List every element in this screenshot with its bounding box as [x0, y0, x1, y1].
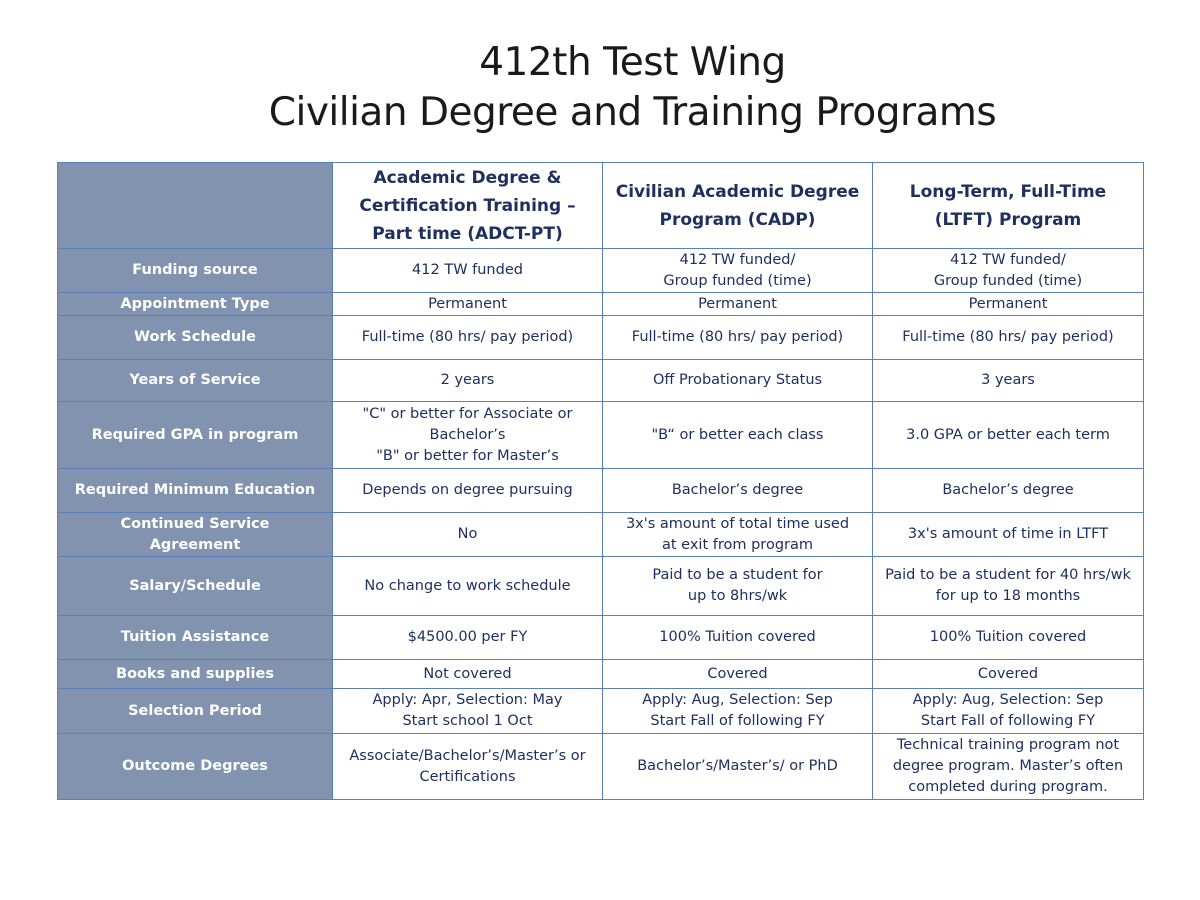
row-label-salary-schedule: [58, 557, 333, 616]
table-cell: [603, 316, 873, 360]
table-cell: [333, 734, 603, 800]
table-cell: [603, 360, 873, 402]
table-cell: [873, 360, 1144, 402]
header-text: Civilian Academic Degree: [615, 181, 860, 202]
cell-text: Start Fall of following FY: [920, 713, 1096, 729]
cell-text: at exit from program: [662, 536, 813, 553]
table-cell: [333, 249, 603, 293]
table-cell: [603, 689, 873, 734]
table-cell: [873, 513, 1144, 557]
cell-text: Not covered: [423, 665, 512, 682]
row-label-text: Required Minimum Education: [74, 482, 316, 498]
row-label-funding-source: [58, 249, 333, 293]
header-text: Program (CADP): [659, 209, 816, 230]
table-row: [58, 402, 1144, 469]
cell-text: $4500.00 per FY: [407, 629, 528, 645]
cell-text: Covered: [977, 665, 1039, 682]
header-text: Long-Term, Full-Time: [909, 181, 1107, 202]
programs-table: [57, 162, 1144, 800]
cell-text: Start school 1 Oct: [402, 713, 533, 729]
table-cell: [333, 469, 603, 513]
table-cell: [873, 293, 1144, 316]
table-cell: [603, 469, 873, 513]
row-label-text: Books and supplies: [116, 665, 274, 682]
table-cell: [873, 402, 1144, 469]
table-cell: [333, 360, 603, 402]
cell-text: No: [457, 526, 478, 542]
header-text: Part time (ADCT-PT): [372, 223, 563, 244]
table-row: [58, 689, 1144, 734]
cell-text: 412 TW funded/: [679, 251, 796, 268]
row-label-text: Salary/Schedule: [129, 577, 261, 594]
cell-text: Bachelor’s degree: [942, 482, 1074, 498]
table-cell: [603, 249, 873, 293]
cell-text: 3.0 GPA or better each term: [906, 426, 1110, 443]
header-text: (LTFT) Program: [934, 209, 1082, 230]
cell-text: 412 TW funded/: [950, 251, 1066, 268]
cell-text: Bachelor’s/Master’s/ or PhD: [637, 758, 838, 774]
row-label-continued-service-agreement: [58, 513, 333, 557]
cell-text: for up to 18 months: [935, 588, 1081, 604]
cell-text: Permanent: [698, 295, 777, 312]
header-row: [58, 163, 1144, 249]
cell-text: Apply: Apr, Selection: May: [372, 692, 563, 708]
column-header-cadp: [603, 163, 873, 249]
row-label-required-gpa: [58, 402, 333, 469]
cell-text: Full-time (80 hrs/ pay period): [631, 329, 844, 345]
title-line-1: 412th Test Wing: [479, 40, 786, 85]
row-label-text: Work Schedule: [134, 329, 256, 345]
row-label-tuition-assistance: [58, 616, 333, 660]
cell-text: Associate/Bachelor’s/Master’s or: [349, 747, 586, 764]
cell-text: Bachelor’s: [429, 426, 506, 443]
table-cell: [333, 616, 603, 660]
cell-text: Bachelor’s degree: [671, 482, 804, 498]
table-cell: [873, 660, 1144, 689]
column-header-adct-pt: [333, 163, 603, 249]
cell-text: Technical training program not: [896, 737, 1120, 753]
table-row: [58, 469, 1144, 513]
cell-text: Paid to be a student for: [652, 567, 823, 583]
header-text: Academic Degree &: [373, 167, 562, 188]
table-cell: [873, 557, 1144, 616]
table-row: [58, 316, 1144, 360]
row-label-outcome-degrees: [58, 734, 333, 800]
cell-text: degree program. Master’s often: [892, 758, 1124, 774]
slide-title: [0, 38, 1200, 138]
row-label-books-and-supplies: [58, 660, 333, 689]
table-cell: [603, 513, 873, 557]
table-row: [58, 616, 1144, 660]
cell-text: Start Fall of following FY: [650, 713, 825, 729]
table-cell: [333, 557, 603, 616]
table-cell: [873, 249, 1144, 293]
cell-text: No change to work schedule: [364, 577, 571, 594]
corner-cell: [58, 163, 333, 249]
table-cell: [333, 513, 603, 557]
cell-text: Permanent: [428, 295, 507, 312]
table-cell: [873, 469, 1144, 513]
table-cell: [873, 616, 1144, 660]
cell-text: 100% Tuition covered: [659, 629, 816, 645]
cell-text: Paid to be a student for 40 hrs/wk: [885, 567, 1131, 583]
cell-text: "C" or better for Associate or: [362, 405, 573, 422]
cell-text: 2 years: [440, 372, 495, 388]
table-cell: [603, 402, 873, 469]
cell-text: Full-time (80 hrs/ pay period): [361, 329, 574, 345]
cell-text: 100% Tuition covered: [929, 629, 1087, 645]
cell-text: completed during program.: [908, 779, 1108, 795]
row-label-required-minimum-education: [58, 469, 333, 513]
table-cell: [333, 402, 603, 469]
cell-text: up to 8hrs/wk: [687, 588, 788, 604]
row-label-text: Outcome Degrees: [122, 758, 268, 774]
table-cell: [333, 660, 603, 689]
row-label-work-schedule: [58, 316, 333, 360]
row-label-text: Continued Service: [120, 515, 270, 532]
table-cell: [333, 689, 603, 734]
row-label-text: Selection Period: [128, 702, 262, 719]
row-label-text: Appointment Type: [120, 295, 270, 312]
row-label-text: Funding source: [132, 262, 258, 278]
cell-text: Depends on degree pursuing: [362, 482, 573, 498]
table-cell: [603, 734, 873, 800]
table-row: [58, 734, 1144, 800]
cell-text: Permanent: [968, 295, 1048, 312]
title-line-2: Civilian Degree and Training Programs: [268, 90, 997, 135]
row-label-text: Agreement: [149, 536, 241, 553]
cell-text: 3x's amount of total time used: [625, 515, 850, 532]
cell-text: Off Probationary Status: [652, 372, 823, 388]
table-cell: [603, 616, 873, 660]
cell-text: "B" or better for Master’s: [376, 447, 559, 464]
row-label-text: Years of Service: [129, 372, 261, 388]
cell-text: 3 years: [981, 372, 1035, 388]
table-row: [58, 249, 1144, 293]
column-header-ltft: [873, 163, 1144, 249]
row-label-text: Tuition Assistance: [120, 629, 270, 645]
row-label-selection-period: [58, 689, 333, 734]
cell-text: Certifications: [419, 768, 516, 785]
cell-text: Group funded (time): [663, 272, 812, 289]
header-text: Certification Training –: [359, 195, 576, 216]
table-row: [58, 660, 1144, 689]
cell-text: Full-time (80 hrs/ pay period): [902, 329, 1114, 345]
cell-text: "B“ or better each class: [651, 426, 824, 443]
cell-text: Apply: Aug, Selection: Sep: [912, 692, 1104, 708]
table-cell: [603, 660, 873, 689]
table-row: [58, 360, 1144, 402]
cell-text: 3x's amount of time in LTFT: [907, 526, 1109, 542]
table-cell: [603, 293, 873, 316]
cell-text: Group funded (time): [933, 272, 1083, 289]
table-cell: [333, 293, 603, 316]
table-row: [58, 513, 1144, 557]
row-label-text: Required GPA in program: [91, 426, 299, 443]
table-cell: [333, 316, 603, 360]
table-cell: [873, 734, 1144, 800]
table-row: [58, 293, 1144, 316]
row-label-years-of-service: [58, 360, 333, 402]
cell-text: Covered: [707, 665, 768, 682]
table-cell: [873, 316, 1144, 360]
row-label-appointment-type: [58, 293, 333, 316]
table-cell: [873, 689, 1144, 734]
table-cell: [603, 557, 873, 616]
cell-text: Apply: Aug, Selection: Sep: [642, 692, 833, 708]
cell-text: 412 TW funded: [412, 262, 523, 278]
table-row: [58, 557, 1144, 616]
